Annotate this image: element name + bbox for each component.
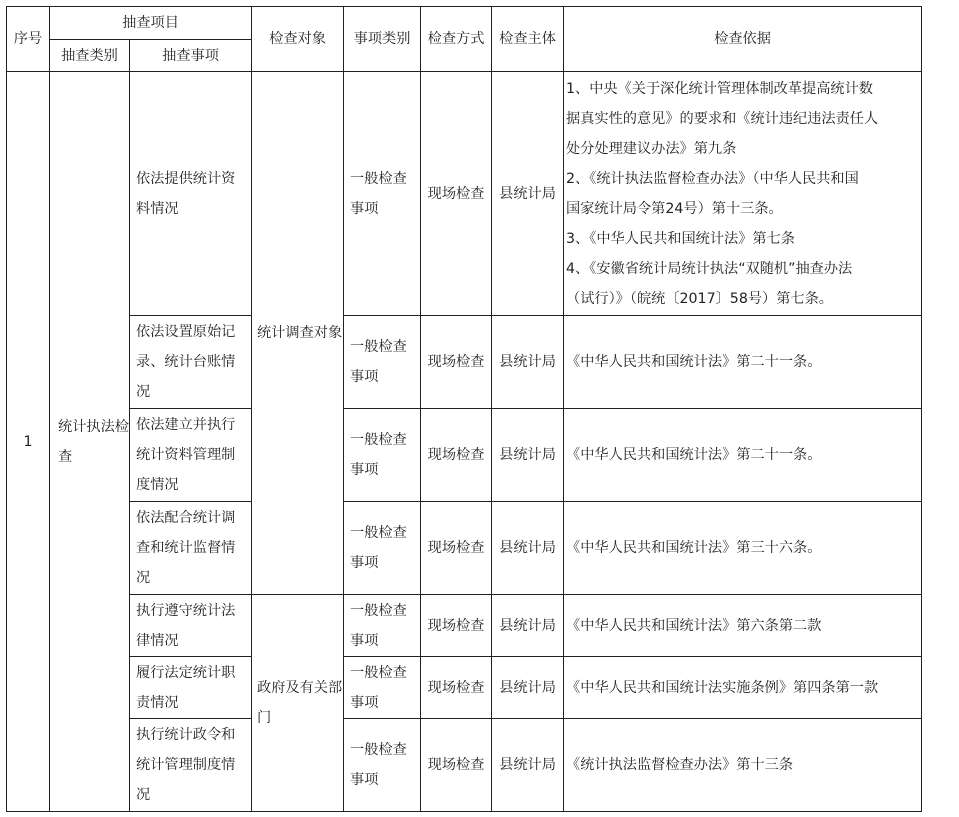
basis-line: 1、中央《关于深化统计管理体制改革提高统计数 xyxy=(566,80,873,97)
header-subject: 检查主体 xyxy=(492,7,564,72)
item-cell: 依法配合统计调查和统计监督情况 xyxy=(130,502,252,595)
seq-cell: 1 xyxy=(7,72,50,812)
header-type: 事项类别 xyxy=(344,7,421,72)
table-row xyxy=(7,502,922,595)
basis-line: 3、《中华人民共和国统计法》第七条 xyxy=(566,230,795,247)
subject-cell: 县统计局 xyxy=(492,316,564,409)
item-cell: 依法设置原始记录、统计台账情况 xyxy=(130,316,252,409)
item-cell: 依法建立并执行统计资料管理制度情况 xyxy=(130,409,252,502)
inspection-table-container xyxy=(6,6,959,812)
subject-cell: 县统计局 xyxy=(492,72,564,316)
object-cell: 统计调查对象 xyxy=(252,72,344,595)
header-basis: 检查依据 xyxy=(564,7,922,72)
subject-cell: 县统计局 xyxy=(492,409,564,502)
method-cell: 现场检查 xyxy=(421,719,492,812)
basis-line: 据真实性的意见》的要求和《统计违纪违法责任人 xyxy=(566,110,879,127)
basis-line: 处分处理建议办法》第九条 xyxy=(566,140,737,157)
basis-cell: 《中华人民共和国统计法》第三十六条。 xyxy=(564,502,922,595)
basis-cell: 《中华人民共和国统计法》第六条第二款 xyxy=(564,595,922,657)
subject-cell: 县统计局 xyxy=(492,719,564,812)
table-row xyxy=(7,657,922,719)
type-cell: 一般检查事项 xyxy=(344,72,421,316)
method-cell: 现场检查 xyxy=(421,316,492,409)
table-row xyxy=(7,409,922,502)
type-cell: 一般检查事项 xyxy=(344,316,421,409)
item-cell: 执行统计政令和统计管理制度情况 xyxy=(130,719,252,812)
method-cell: 现场检查 xyxy=(421,502,492,595)
basis-cell: 《中华人民共和国统计法》第二十一条。 xyxy=(564,316,922,409)
header-item: 抽查事项 xyxy=(130,40,252,72)
type-cell: 一般检查事项 xyxy=(344,409,421,502)
basis-line: 4、《安徽省统计局统计执法“双随机”抽查办法 xyxy=(566,260,853,277)
table-row xyxy=(7,595,922,657)
type-cell: 一般检查事项 xyxy=(344,595,421,657)
table-row xyxy=(7,719,922,812)
header-seq: 序号 xyxy=(7,7,50,72)
basis-line: （试行）》（皖统〔2017〕58号）第七条。 xyxy=(566,290,833,307)
method-cell: 现场检查 xyxy=(421,409,492,502)
method-cell: 现场检查 xyxy=(421,657,492,719)
object-cell: 政府及有关部门 xyxy=(252,595,344,812)
subject-cell: 县统计局 xyxy=(492,657,564,719)
header-group: 抽查项目 xyxy=(50,7,252,40)
type-cell: 一般检查事项 xyxy=(344,719,421,812)
method-cell: 现场检查 xyxy=(421,595,492,657)
basis-cell: 《中华人民共和国统计法》第二十一条。 xyxy=(564,409,922,502)
method-cell: 现场检查 xyxy=(421,72,492,316)
table-row xyxy=(7,72,922,316)
type-cell: 一般检查事项 xyxy=(344,657,421,719)
basis-line: 2、《统计执法监督检查办法》（中华人民共和国 xyxy=(566,170,859,187)
basis-cell: 《中华人民共和国统计法实施条例》第四条第一款 xyxy=(564,657,922,719)
basis-line: 国家统计局令第24号）第十三条。 xyxy=(566,200,783,217)
table-row xyxy=(7,316,922,409)
subject-cell: 县统计局 xyxy=(492,502,564,595)
header-method: 检查方式 xyxy=(421,7,492,72)
item-cell: 依法提供统计资料情况 xyxy=(130,72,252,316)
type-cell: 一般检查事项 xyxy=(344,502,421,595)
subject-cell: 县统计局 xyxy=(492,595,564,657)
inspection-table xyxy=(6,6,922,812)
category-cell: 统计执法检查 xyxy=(50,72,130,812)
item-cell: 执行遵守统计法律情况 xyxy=(130,595,252,657)
header-object: 检查对象 xyxy=(252,7,344,72)
basis-cell xyxy=(564,72,922,316)
basis-cell: 《统计执法监督检查办法》第十三条 xyxy=(564,719,922,812)
header-category: 抽查类别 xyxy=(50,40,130,72)
item-cell: 履行法定统计职责情况 xyxy=(130,657,252,719)
